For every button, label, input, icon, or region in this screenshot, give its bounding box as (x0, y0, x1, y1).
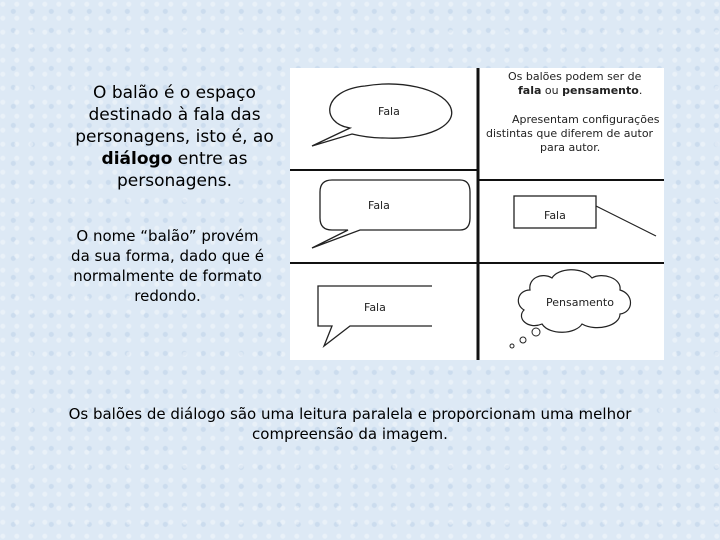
label-fala-rect: Fala (368, 199, 390, 212)
note-line-2 (518, 84, 642, 97)
label-fala-line: Fala (544, 209, 566, 222)
note-line-4: distintas que diferem de autor (486, 127, 654, 140)
note-line-3: Apresentam configurações (512, 113, 660, 126)
note-fala: fala (518, 84, 542, 97)
name-origin-paragraph: O nome “balão” provém da sua forma, dado que é normalmente de formato redondo. (71, 227, 264, 305)
balloons-illustration (290, 68, 664, 360)
balloon-types-note (486, 70, 660, 154)
footer-paragraph: Os balões de diálogo são uma leitura paralela e proporcionam uma melhor compreensão da imagem. (68, 405, 632, 443)
label-pensamento: Pensamento (546, 296, 614, 309)
note-pensamento: pensamento (562, 84, 639, 97)
square-speech-balloon (318, 286, 432, 346)
intro-text-start: O balão é o espaço destinado à fala das personagens, isto é, ao (75, 83, 274, 147)
intro-text-end: entre as personagens. (117, 149, 248, 191)
balloons-figure (290, 68, 664, 360)
label-fala-square: Fala (364, 301, 386, 314)
label-fala-oval: Fala (378, 105, 400, 118)
note-period: . (638, 84, 643, 97)
note-or: ou (541, 84, 563, 97)
note-line-5: para autor. (540, 141, 601, 154)
thought-balloon (510, 270, 631, 348)
intro-emphasis: diálogo (101, 149, 173, 169)
boxed-line-speech-balloon (514, 196, 656, 236)
rounded-rect-speech-balloon (312, 180, 470, 248)
note-line-1: Os balões podem ser de (508, 70, 642, 83)
intro-paragraph (62, 82, 287, 192)
oval-speech-balloon (312, 84, 452, 146)
